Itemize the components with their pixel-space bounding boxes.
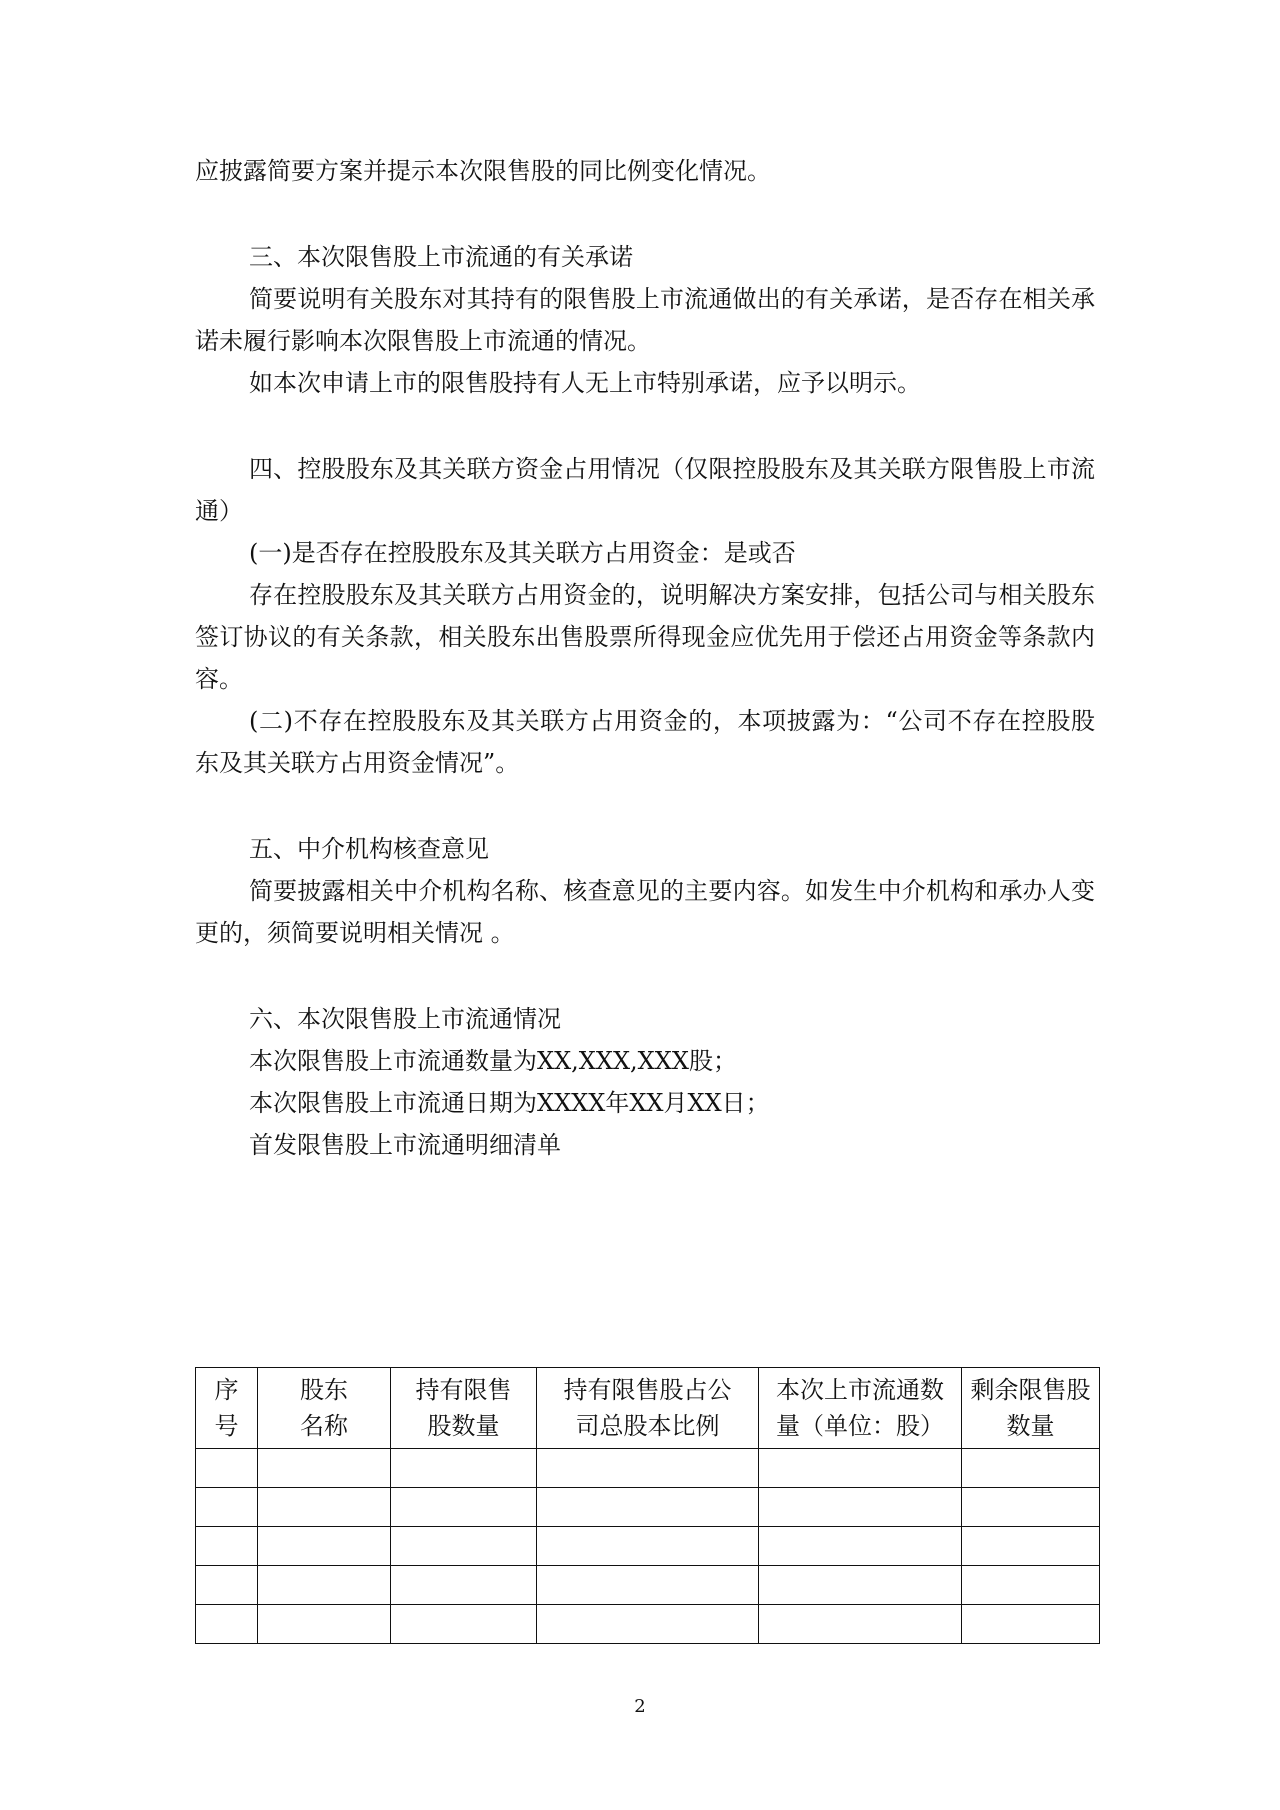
table-row [196,1605,1100,1644]
paragraph: 本次限售股上市流通日期为XXXX年XX月XX日； [249,1089,770,1117]
page-number: 2 [634,1696,646,1717]
paragraph: 如本次申请上市的限售股持有人无上市特别承诺，应予以明示。 [249,369,921,397]
table-row [196,1566,1100,1605]
table-cell [258,1449,391,1488]
table-caption: 首发限售股上市流通明细清单 [249,1131,561,1159]
table-cell [537,1488,759,1527]
table-row [196,1449,1100,1488]
share-detail-table [195,1367,1100,1644]
table-cell [258,1566,391,1605]
table-cell [391,1527,537,1566]
table-cell [196,1605,258,1644]
paragraph: 本次限售股上市流通数量为XX,XXX,XXX股； [249,1047,737,1075]
header-cell: 剩余限售股 数量 [962,1368,1100,1449]
table-row [196,1527,1100,1566]
table-cell [759,1566,962,1605]
paragraph: 简要说明有关股东对其持有的限售股上市流通做出的有关承诺，是否存在相关承诺未履行影响本次限售股上市流通的情况。 [195,285,1095,355]
section-heading-6: 六、本次限售股上市流通情况 [249,1005,561,1033]
table-cell [962,1566,1100,1605]
table-cell [258,1527,391,1566]
table-cell [196,1449,258,1488]
header-cell: 本次上市流通数 量（单位：股） [759,1368,962,1449]
table-cell [196,1566,258,1605]
table-header-row [196,1368,1100,1449]
paragraph: (一)是否存在控股股东及其关联方占用资金：是或否 [249,539,796,567]
section-heading-4: 四、控股股东及其关联方资金占用情况（仅限控股股东及其关联方限售股上市流通） [195,455,1095,525]
table-cell [759,1449,962,1488]
header-cell: 序 号 [196,1368,258,1449]
table-cell [258,1488,391,1527]
table-cell [537,1605,759,1644]
table-cell [391,1488,537,1527]
table-cell [962,1527,1100,1566]
table-cell [537,1449,759,1488]
table-cell [391,1449,537,1488]
paragraph-continuation: 应披露简要方案并提示本次限售股的同比例变化情况。 [195,157,771,185]
section-heading-3: 三、本次限售股上市流通的有关承诺 [249,243,633,271]
table-cell [537,1566,759,1605]
table-cell [258,1605,391,1644]
table-cell [196,1488,258,1527]
header-cell: 股东 名称 [258,1368,391,1449]
header-cell: 持有限售 股数量 [391,1368,537,1449]
paragraph: 存在控股股东及其关联方占用资金的，说明解决方案安排，包括公司与相关股东签订协议的有关条款，相关股东出售股票所得现金应优先用于偿还占用资金等条款内容。 [195,581,1095,693]
paragraph: 简要披露相关中介机构名称、核查意见的主要内容。如发生中介机构和承办人变更的，须简要说明相关情况 。 [195,877,1095,947]
table-cell [759,1605,962,1644]
table-row [196,1488,1100,1527]
table-cell [391,1566,537,1605]
document-body [195,150,1095,1166]
header-cell: 持有限售股占公 司总股本比例 [537,1368,759,1449]
table-cell [391,1605,537,1644]
table-cell [962,1605,1100,1644]
table-cell [759,1488,962,1527]
paragraph: (二)不存在控股股东及其关联方占用资金的，本项披露为：“公司不存在控股股东及其关联方占用资金情况”。 [195,707,1095,777]
table-cell [537,1527,759,1566]
table-cell [759,1527,962,1566]
table-cell [196,1527,258,1566]
table-cell [962,1449,1100,1488]
table-cell [962,1488,1100,1527]
section-heading-5: 五、中介机构核查意见 [249,835,489,863]
